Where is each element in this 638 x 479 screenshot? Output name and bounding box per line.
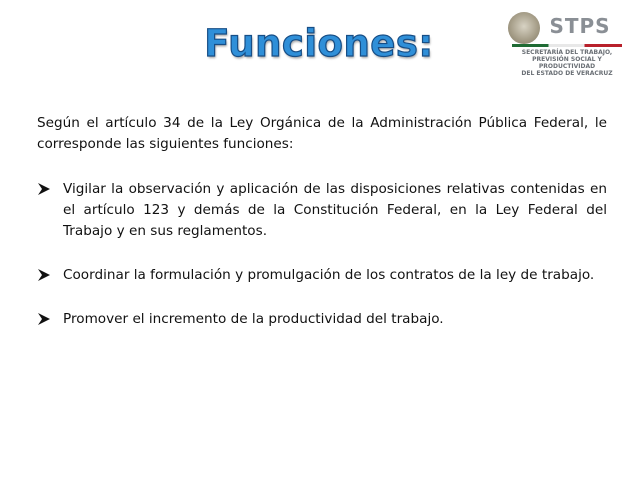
content-body xyxy=(37,113,607,330)
arrow-bullet-icon xyxy=(37,268,51,282)
list-item-text: Promover el incremento de la productividad del trabajo. xyxy=(63,311,444,327)
coat-of-arms-emblem xyxy=(508,12,540,44)
list-item-text: Vigilar la observación y aplicación de las disposiciones relativas contenidas en el artículo 123 y demás de la Constitución Federal, en la Ley Federal del Trabajo y en sus reglamentos. xyxy=(63,181,607,239)
arrow-bullet-icon xyxy=(37,182,51,196)
logo-name: STPS xyxy=(549,14,611,38)
logo-subtitle-line: SECRETARÍA DEL TRABAJO, xyxy=(521,49,613,56)
logo-tricolor-bar xyxy=(512,44,622,47)
list-item xyxy=(37,309,607,330)
list-item xyxy=(37,179,607,242)
logo-subtitle-line: PREVISIÓN SOCIAL Y PRODUCTIVIDAD xyxy=(532,56,602,70)
functions-list xyxy=(37,179,607,330)
list-item xyxy=(37,265,607,286)
page-title: Funciones: xyxy=(204,22,434,65)
intro-paragraph: Según el artículo 34 de la Ley Orgánica de la Administración Pública Federal, le corresponde las siguientes funciones: xyxy=(37,115,607,152)
list-item-text: Coordinar la formulación y promulgación de los contratos de la ley de trabajo. xyxy=(63,267,595,283)
logo-subtitle xyxy=(510,49,624,77)
arrow-bullet-icon xyxy=(37,312,51,326)
logo-subtitle-line: DEL ESTADO DE VERACRUZ xyxy=(521,70,613,77)
stps-logo xyxy=(508,8,624,77)
